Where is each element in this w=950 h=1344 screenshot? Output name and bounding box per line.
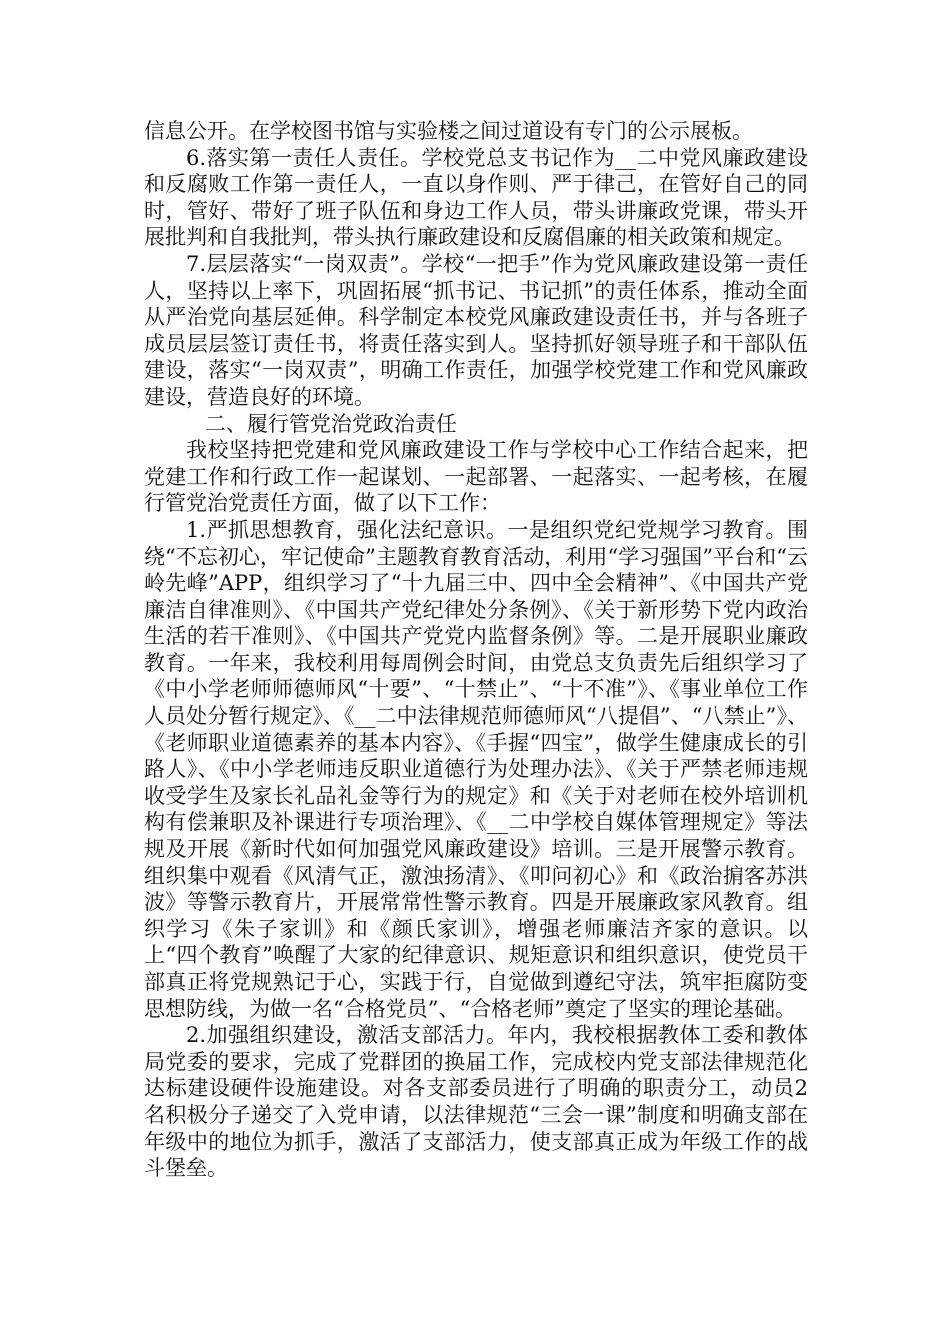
- section-heading: 二、履行管党治党政治责任: [204, 411, 457, 436]
- paragraph-section-intro: 我校坚持把党建和党风廉政建设工作与学校中心工作结合起来，把党建工作和行政工作一起谋划、一起部署、一起落实、一起考核，在履行管党治党责任方面，做了以下工作：: [144, 438, 808, 516]
- paragraph-one-post-two-duties: 7.层层落实“一岗双责”。学校“一把手”作为党风廉政建设第一责任人，坚持以上率下，巩固拓展“抓书记、书记抓”的责任体系，推动全面从严治党向基层延伸。科学制定本校党风廉政建设责任书，并与各班子成员层层签订责任书，将责任落实到人。坚持抓好领导班子和干部队伍建设，落实“一岗双责”，明确工作责任，加强学校党建工作和党风廉政建设，营造良好的环境。: [144, 251, 808, 409]
- paragraph-organization-building: 2.加强组织建设，激活支部活力。年内，我校根据教体工委和教体局党委的要求，完成了党群团的换届工作，完成校内党支部法律规范化达标建设硬件设施建设。对各支部委员进行了明确的职责分工，动员2名积极分子递交了入党申请，以法律规范“三会一课”制度和明确支部在年级中的地位为抓手，激活了支部活力，使支部真正成为年级工作的战斗堡垒。: [144, 1023, 808, 1181]
- document-body: [144, 118, 808, 1182]
- paragraph-ideological-education: 1.严抓思想教育，强化法纪意识。一是组织党纪党规学习教育。围绕“不忘初心，牢记使命”主题教育教育活动，利用“学习强国”平台和“云岭先峰”APP，组织学习了“十九届三中、四中全会精神”、《中国共产党廉洁自律准则》、《中国共产党纪律处分条例》、《关于新形势下党内政治生活的若干准则》、《中国共产党党内监督条例》等。二是开展职业廉政教育。一年来，我校利用每周例会时间，由党总支负责先后组织学习了《中小学老师师德师风“十要”、“十禁止”、“十不准”》、《事业单位工作人员处分暂行规定》、《__二中法律规范师德师风“八提倡”、“八禁止”》、《老师职业道德素养的基本内容》、《手握“四宝”，做学生健康成长的引路人》、《中小学老师违反职业道德行为处理办法》、《关于严禁老师违规收受学生及家长礼品礼金等行为的规定》和《关于对老师在校外培训机构有偿兼职及补课进行专项治理》、《__二中学校自媒体管理规定》等法规及开展《新时代如何加强党风廉政建设》培训。三是开展警示教育。组织集中观看《风清气正，激浊扬清》、《叩问初心》和《政治掮客苏洪波》等警示教育片，开展常常性警示教育。四是开展廉政家风教育。组织学习《朱子家训》和《颜氏家训》，增强老师廉洁齐家的意识。以上“四个教育”唤醒了大家的纪律意识、规矩意识和组织意识，使党员干部真正将党规熟记于心，实践于行，自觉做到遵纪守法，筑牢拒腐防变思想防线，为做一名“合格党员”、“合格老师”奠定了坚实的理论基础。: [144, 517, 808, 1021]
- paragraph-info-disclosure: 信息公开。在学校图书馆与实验楼之间过道设有专门的公示展板。: [144, 119, 753, 143]
- paragraph-first-responsibility: 6.落实第一责任人责任。学校党总支书记作为__二中党风廉政建设和反腐败工作第一责任人，一直以身作则、严于律己，在管好自己的同时，管好、带好了班子队伍和身边工作人员，带头讲廉政党课，带头开展批判和自我批判，带头执行廉政建设和反腐倡廉的相关政策和规定。: [144, 145, 808, 250]
